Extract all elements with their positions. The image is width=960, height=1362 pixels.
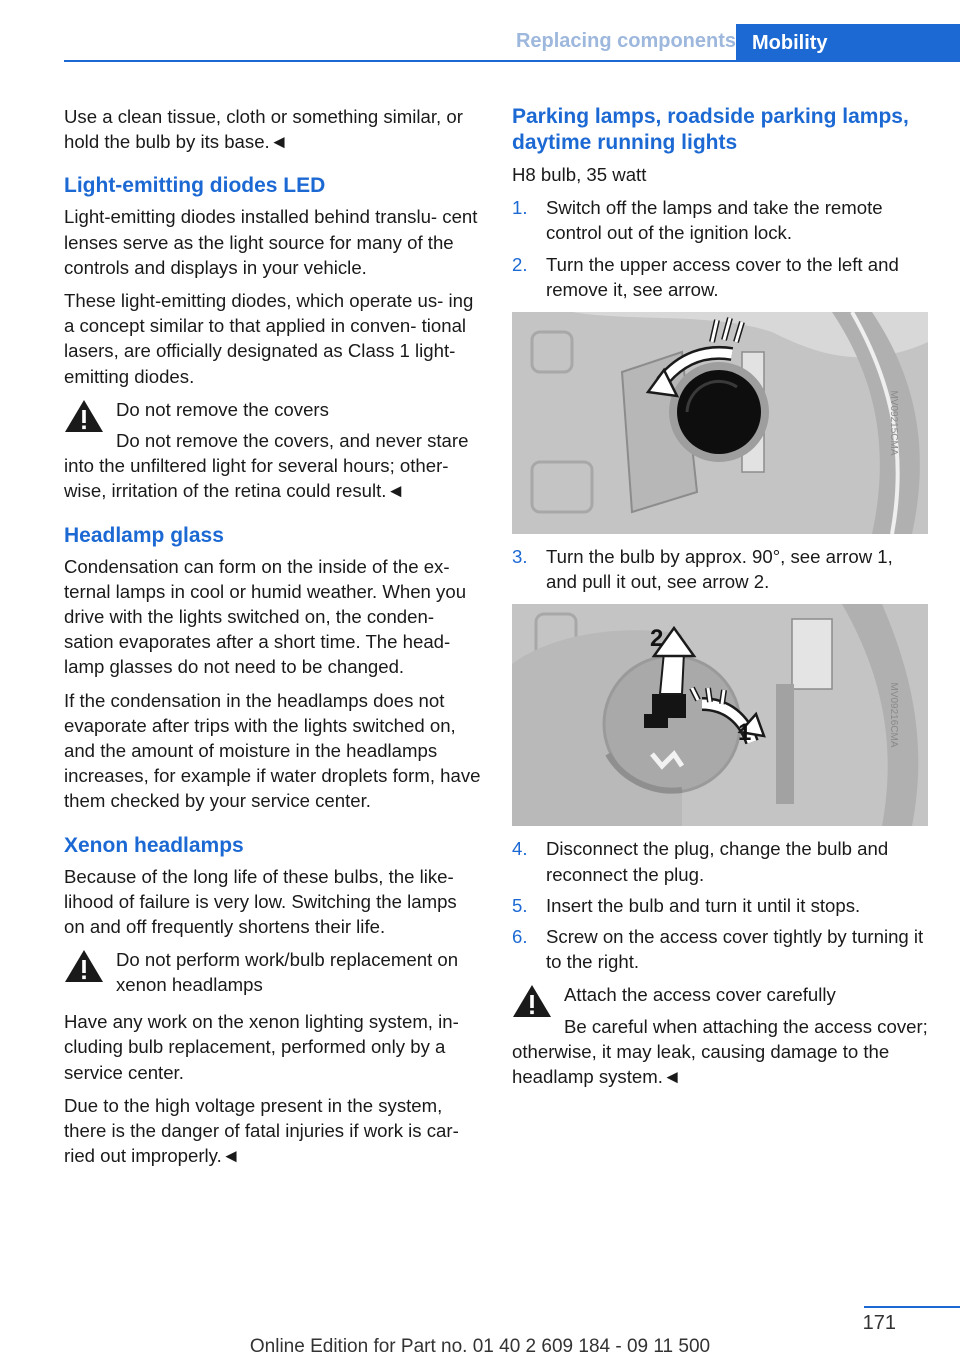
xenon-warning-title: Do not perform work/bulb replacement on xenon headlamps xyxy=(116,949,459,996)
step-item: 3. Turn the bulb by approx. 90°, see arrow 1, and pull it out, see arrow 2. xyxy=(512,546,893,593)
led-paragraph-1: Light-emitting diodes installed behind translu‐ cent lenses serve as the light source for many of the controls and displays in your vehicle. xyxy=(64,206,478,278)
warning-triangle-icon xyxy=(64,949,104,983)
warning-triangle-icon xyxy=(512,984,552,1018)
xenon-paragraph-2: Have any work on the xenon lighting system, in‐ cluding bulb replacement, performed only by a service center. xyxy=(64,1011,459,1083)
step-item: 2. Turn the upper access cover to the left and remove it, see arrow. xyxy=(512,253,899,300)
step-item: 5. Insert the bulb and turn it until it stops. xyxy=(512,894,861,916)
figure-bulb-removal xyxy=(512,604,928,826)
page-footer xyxy=(0,1302,960,1362)
figure-code: MV09215CMA xyxy=(888,390,900,456)
access-cover-illustration xyxy=(512,312,928,534)
xenon-paragraph-3: Due to the high voltage present in the system, there is the danger of fatal injuries if work is car‐ ried out improperly.◄ xyxy=(64,1094,459,1167)
page-number: 171 xyxy=(862,1312,896,1334)
figure-code: MV09216CMA xyxy=(888,682,900,748)
figure-access-cover xyxy=(512,312,928,534)
glass-paragraph-2: If the condensation in the headlamps does not evaporate after trips with the lights switched on, and the amount of moisture in the headlamps increases, for example if water droplets form, have them checked by your service center. xyxy=(64,689,481,812)
steps-list-c xyxy=(512,836,928,974)
access-cover-warning xyxy=(512,982,928,1089)
bulb-removal-illustration xyxy=(512,604,928,826)
section-title: Replacing components xyxy=(515,30,736,52)
xenon-warning xyxy=(64,947,481,1001)
led-warning xyxy=(64,397,481,504)
intro-text: Use a clean tissue, cloth or something similar, or hold the bulb by its base.◄ xyxy=(64,106,463,153)
steps-list-b xyxy=(512,544,928,594)
right-column xyxy=(512,104,928,1097)
glass-paragraph-1: Condensation can form on the inside of the ex‐ ternal lamps in cool or humid weather. When you drive with the lights switched on, the conden‐ sation evaporates after a short time. The head‐ lamp glasses do not need to be changed. xyxy=(64,555,467,678)
xenon-heading: Xenon headlamps xyxy=(64,833,244,857)
parking-lamps-heading: Parking lamps, roadside parking lamps, daytime running lights xyxy=(512,105,909,154)
access-cover-warning-text: Be careful when attaching the access cover; otherwise, it may leak, causing damage to the headlamp system.◄ xyxy=(512,1015,928,1088)
bulb-spec: H8 bulb, 35 watt xyxy=(512,164,647,185)
led-warning-text: Do not remove the covers, and never stare into the unfiltered light for several hours; other‐ wise, irritation of the retina could result.◄ xyxy=(64,430,469,502)
header-rule xyxy=(64,60,960,62)
access-cover-warning-title: Attach the access cover carefully xyxy=(564,984,836,1006)
led-warning-title: Do not remove the covers xyxy=(116,398,329,420)
left-column xyxy=(64,104,481,1177)
led-heading: Light-emitting diodes LED xyxy=(64,174,326,198)
chapter-tab: Mobility xyxy=(736,24,960,62)
steps-list-a xyxy=(512,195,928,302)
warning-triangle-icon xyxy=(64,399,104,433)
xenon-paragraph-1: Because of the long life of these bulbs, the like‐ lihood of failure is very low. Switching the lamps on and off frequently shortens their life. xyxy=(64,865,457,938)
step-item: 6. Screw on the access cover tightly by turning it to the right. xyxy=(512,926,924,973)
glass-heading: Headlamp glass xyxy=(64,523,224,547)
arrow-label-2: 2 xyxy=(650,625,664,653)
led-paragraph-2: These light-emitting diodes, which operate us‐ ing a concept similar to that applied in conven‐ tional lasers, are officially designated as Class 1 light-emitting diodes. xyxy=(64,290,474,387)
arrow-label-1: 1 xyxy=(738,719,752,747)
page-number-rule xyxy=(864,1306,960,1308)
page-header xyxy=(64,24,960,62)
step-item: 4. Disconnect the plug, change the bulb and reconnect the plug. xyxy=(512,838,889,885)
step-item: 1. Switch off the lamps and take the remote control out of the ignition lock. xyxy=(512,197,883,244)
edition-line: Online Edition for Part no. 01 40 2 609 184 - 09 11 500 xyxy=(249,1336,711,1357)
